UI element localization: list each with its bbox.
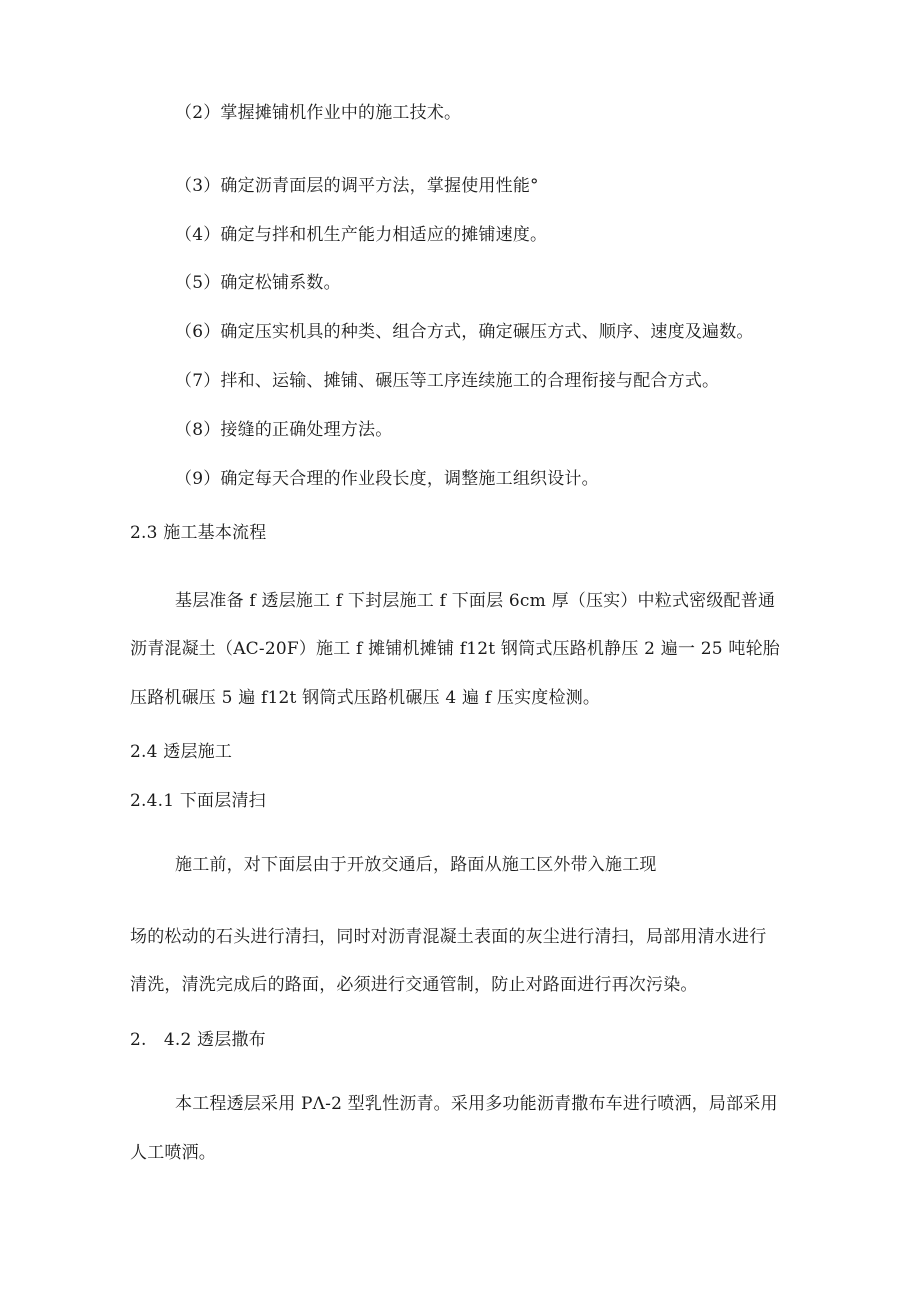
paragraph-line: 清洗，清洗完成后的路面，必须进行交通管制，防止对路面进行再次污染。 (130, 975, 698, 995)
list-item: （9）确定每天合理的作业段长度，调整施工组织设计。 (175, 469, 599, 489)
paragraph-line: 人工喷洒。 (130, 1143, 216, 1163)
list-item: （2）掌握摊铺机作业中的施工技术。 (175, 103, 462, 123)
paragraph-line: 本工程透层采用 PΛ-2 型乳性沥青。采用多功能沥青撒布车进行喷洒，局部采用 (175, 1094, 778, 1114)
section-heading: 2.4 透层施工 (130, 742, 233, 762)
list-item: （7）拌和、运输、摊铺、碾压等工序连续施工的合理衔接与配合方式。 (175, 371, 720, 391)
list-item: （5）确定松铺系数。 (175, 273, 341, 293)
paragraph-line: 基层准备 f 透层施工 f 下封层施工 f 下面层 6cm 厚（压实）中粒式密级配普通 (175, 591, 776, 611)
list-item: （6）确定压实机具的种类、组合方式，确定碾压方式、顺序、速度及遍数。 (175, 322, 754, 342)
subsection-heading: 2. 4.2 透层撒布 (130, 1030, 266, 1050)
list-item: （4）确定与拌和机生产能力相适应的摊铺速度。 (175, 225, 548, 245)
list-item: （3）确定沥青面层的调平方法，掌握使用性能° (175, 176, 539, 196)
list-item: （8）接缝的正确处理方法。 (175, 420, 393, 440)
paragraph-line: 压路机碾压 5 遍 f12t 钢筒式压路机碾压 4 遍 f 压实度检测。 (130, 688, 601, 708)
paragraph-line: 场的松动的石头进行清扫，同时对沥青混凝土表面的灰尘进行清扫，局部用清水进行 (130, 927, 767, 947)
paragraph-line: 施工前，对下面层由于开放交通后，路面从施工区外带入施工现 (175, 855, 657, 875)
paragraph-line: 沥青混凝土（AC-20F）施工 f 摊铺机摊铺 f12t 钢筒式压路机静压 2 遍一 25 吨轮胎 (130, 639, 780, 659)
subsection-heading: 2.4.1 下面层清扫 (130, 791, 266, 811)
section-heading: 2.3 施工基本流程 (130, 523, 267, 543)
